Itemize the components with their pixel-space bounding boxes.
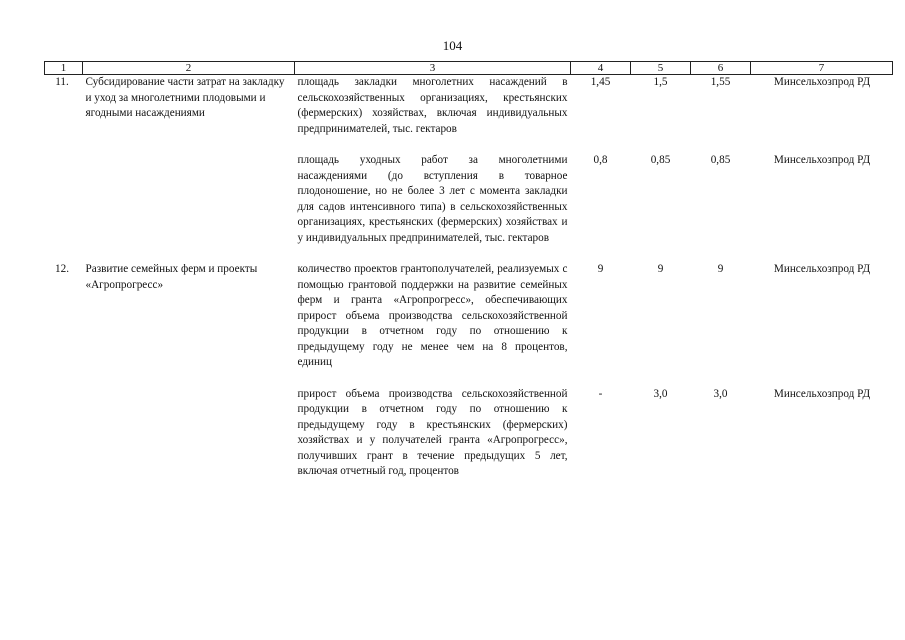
value-col-4: 0,8 — [593, 154, 608, 166]
value-col-5: 1,5 — [653, 76, 668, 88]
value-col-5: 3,0 — [653, 387, 668, 400]
indicator-text: площадь закладки многолетних насаждений в сельскохозяйственных организациях, крестьянских (фермерских) хозяйствах, включая индивидуальных предпринимателей, тыс. гектаров — [297, 76, 568, 135]
value-col-5: 9 — [657, 263, 664, 275]
value-col-4: 9 — [597, 263, 604, 275]
value-col-4: 1,45 — [590, 76, 611, 88]
table-row — [45, 75, 893, 138]
indicator-text: количество проектов грантополучателей, реализуемых с помощью грантовой поддержки на развитие семейных ферм и гранта «Агропрогресс», обеспечивающих прирост объема производства сельскохозяйственной продукции в отчетном году по отношению к предыдущему году не менее чем на 8 процентов, единиц — [297, 263, 568, 368]
measure-name: Субсидирование части затрат на закладку и уход за многолетними плодовыми и ягодными насаждениями — [85, 76, 285, 119]
table-header-row — [45, 62, 893, 75]
column-header-5: 5 — [631, 62, 691, 75]
table-row — [45, 387, 893, 480]
responsible-agency: Минсельхозпрод РД — [773, 154, 871, 166]
column-header-1: 1 — [45, 62, 83, 75]
indicator-text: площадь уходных работ за многолетними насаждениями (до вступления в товарное плодоношение, но не более 3 лет с момента закладки для садов интенсивного типа) в сельскохозяйственных организациях, крестьянских (фермерских) хозяйствах и у индивидуальных предпринимателей, тыс. гектаров — [297, 154, 568, 244]
column-header-4: 4 — [571, 62, 631, 75]
column-header-3: 3 — [295, 62, 571, 75]
column-header-7: 7 — [751, 62, 893, 75]
indicators-table — [44, 61, 893, 480]
value-col-5: 0,85 — [650, 154, 671, 166]
value-col-4: - — [598, 387, 603, 400]
row-number: 11. — [55, 76, 69, 88]
value-col-6: 0,85 — [710, 154, 731, 166]
value-col-6: 9 — [717, 263, 724, 275]
page-number: 104 — [442, 38, 463, 53]
responsible-agency: Минсельхозпрод РД — [773, 263, 871, 275]
measure-name: Развитие семейных ферм и проекты «Агропрогресс» — [85, 263, 258, 291]
responsible-agency: Минсельхозпрод РД — [773, 387, 871, 400]
value-col-6: 3,0 — [713, 387, 728, 400]
table-row — [45, 262, 893, 371]
column-header-6: 6 — [691, 62, 751, 75]
column-header-2: 2 — [83, 62, 295, 75]
value-col-6: 1,55 — [710, 76, 731, 88]
table-row — [45, 153, 893, 246]
row-number: 12. — [55, 263, 69, 275]
indicator-text: прирост объема производства сельскохозяйственной продукции в отчетном году по отношению к предыдущему году в крестьянских (фермерских) хозяйствах и у получателей гранта «Агропрогресс», получивших грант в течение предыдущих 5 лет, включая отчетный год, процентов — [297, 387, 568, 477]
responsible-agency: Минсельхозпрод РД — [773, 76, 871, 88]
